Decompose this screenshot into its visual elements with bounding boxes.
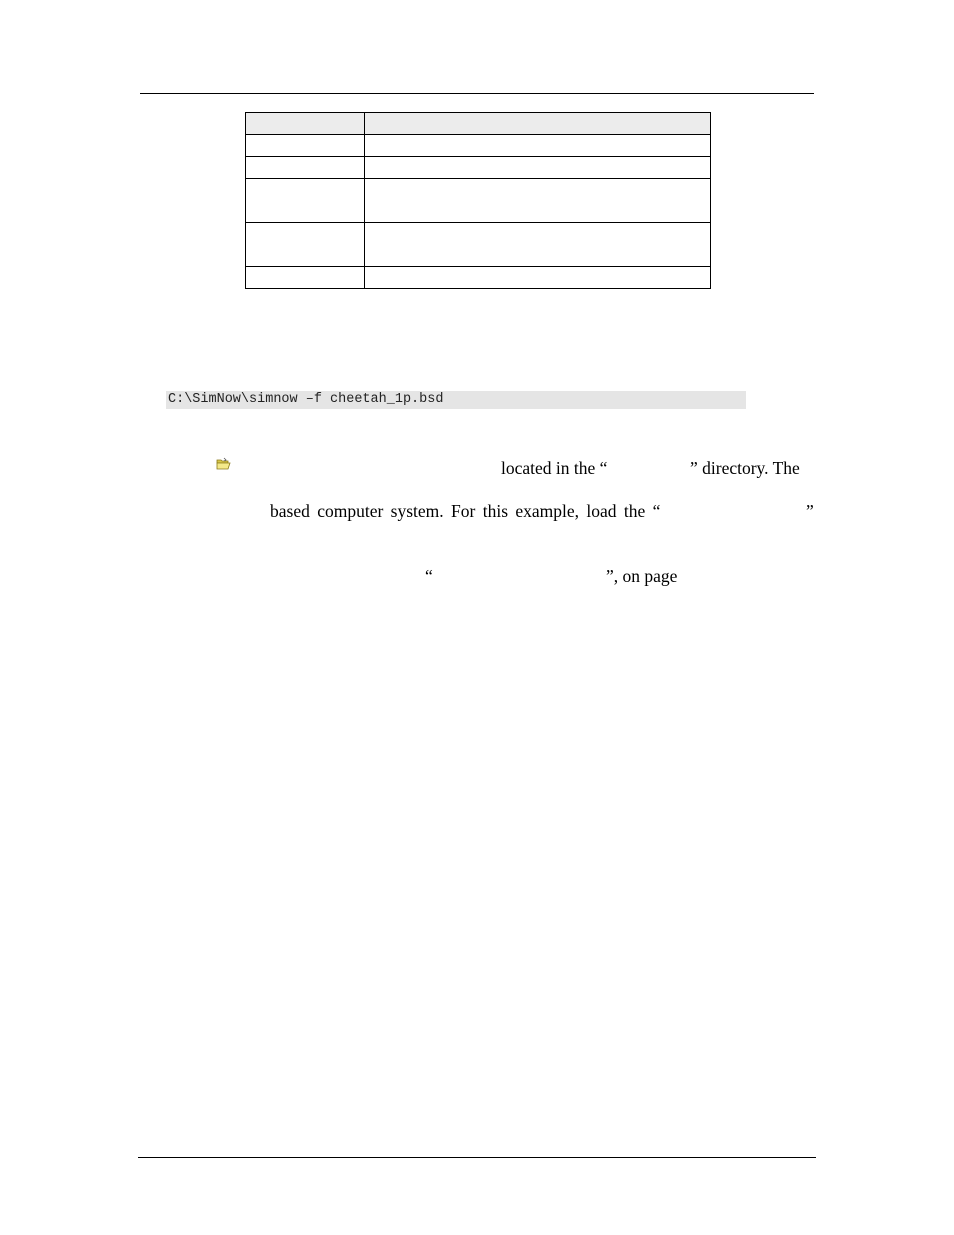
- open-folder-icon: [216, 457, 231, 470]
- table-header-row: [246, 113, 711, 135]
- paragraph-text: ” directory. The: [690, 458, 800, 478]
- table-header-cell: [246, 113, 365, 135]
- table-cell: [365, 223, 711, 267]
- table-row: [246, 223, 711, 267]
- footer-rule: [138, 1157, 816, 1158]
- paragraph-text: ”, on page: [606, 566, 678, 586]
- table-cell: [365, 179, 711, 223]
- table-cell: [246, 135, 365, 157]
- options-table: [245, 112, 711, 289]
- table-cell: [246, 223, 365, 267]
- table-cell: [246, 179, 365, 223]
- table-cell: [246, 267, 365, 289]
- table-row: [246, 135, 711, 157]
- table-cell: [246, 157, 365, 179]
- table-row: [246, 267, 711, 289]
- table-cell: [365, 157, 711, 179]
- paragraph-text: ”: [806, 501, 814, 521]
- table-cell: [365, 267, 711, 289]
- paragraph-text: located in the “: [501, 458, 608, 478]
- header-rule: [140, 93, 814, 94]
- paragraph-text: based computer system. For this example, load the “: [270, 501, 661, 521]
- table-row: [246, 179, 711, 223]
- command-line-example: C:\SimNow\simnow –f cheetah_1p.bsd: [166, 391, 746, 409]
- table-row: [246, 157, 711, 179]
- paragraph-text: “: [425, 566, 433, 586]
- table-cell: [365, 135, 711, 157]
- table-header-cell: [365, 113, 711, 135]
